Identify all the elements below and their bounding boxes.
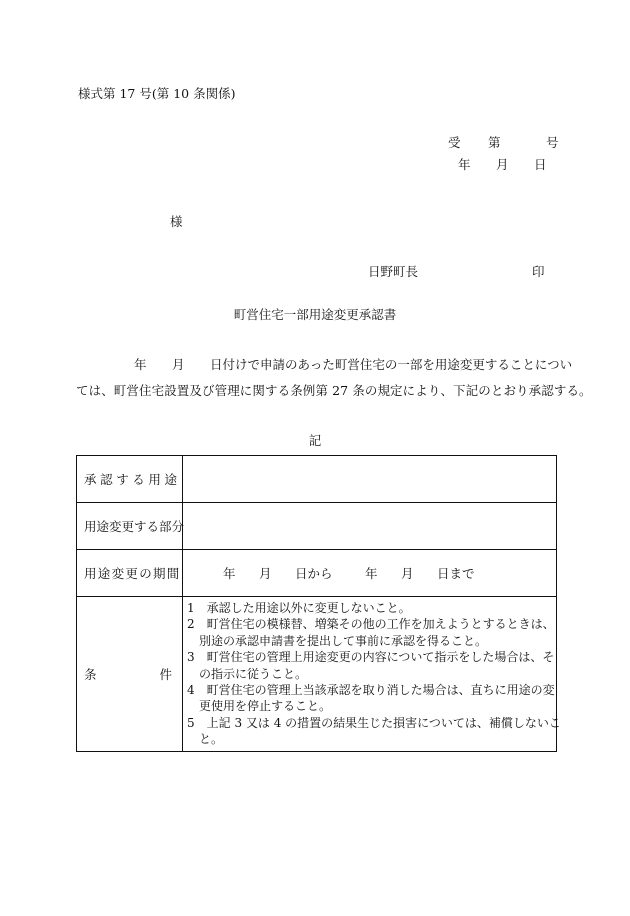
issuer-name: 日野町長: [368, 264, 419, 279]
change-period-value: [183, 550, 557, 597]
conditions-label-right: 件: [159, 666, 172, 682]
issue-date: [458, 155, 547, 173]
approval-details-table: [76, 455, 561, 752]
body-line-1: [76, 355, 572, 373]
approved-use-value: [183, 456, 557, 503]
condition-line: 4 町営住宅の管理上当該承認を取り消した場合は、直ちに用途の変: [187, 683, 555, 698]
date-month: 月: [496, 157, 509, 172]
body-line-2: ては、町営住宅設置及び管理に関する条例第 27 条の規定により、下記のとおり承認する。: [76, 383, 592, 398]
form-number: 様式第 17 号(第 10 条関係): [78, 86, 236, 101]
period-to-day: 日まで: [437, 566, 475, 581]
date-day: 日: [534, 157, 547, 172]
period-from-year: 年: [223, 566, 236, 581]
condition-line: と。: [187, 732, 224, 747]
body-line-1-text: 日付けで申請のあった町営住宅の一部を用途変更することについ: [210, 357, 573, 372]
table-row: [77, 597, 557, 752]
change-period-label: 用途変更の期間: [77, 550, 183, 597]
condition-line: 1 承認した用途以外に変更しないこと。: [187, 601, 411, 615]
body-month: 月: [172, 357, 185, 372]
conditions-label-left: 条: [84, 666, 97, 682]
period-to-month: 月: [401, 566, 414, 581]
condition-line: 2 町営住宅の模様替、増築その他の工作を加えようとするときは、: [187, 617, 555, 632]
body-year: 年: [134, 357, 147, 372]
period-to-year: 年: [365, 566, 378, 581]
conditions-label: [77, 597, 183, 752]
condition-line: 5 上記 3 又は 4 の措置の結果生じた損害については、補償しないこ: [187, 715, 561, 730]
table-row: [77, 503, 557, 550]
changed-part-label: 用途変更する部分: [77, 503, 183, 550]
addressee-suffix: 様: [170, 214, 183, 229]
ki-heading: 記: [308, 433, 322, 448]
receipt-go: 号: [546, 135, 559, 150]
condition-line: 更使用を停止すること。: [187, 699, 332, 714]
changed-part-value: [183, 503, 557, 550]
period-from-month: 月: [259, 566, 272, 581]
period-from-day: 日から: [295, 566, 333, 581]
receipt-number: [448, 133, 559, 151]
table-row: [77, 456, 557, 503]
condition-line: 3 町営住宅の管理上用途変更の内容について指示をした場合は、そ: [187, 650, 555, 665]
condition-line: の指示に従うこと。: [187, 666, 308, 681]
conditions-list: [183, 597, 561, 752]
condition-line: 別途の承認申請書を提出して事前に承認を得ること。: [187, 633, 488, 648]
table-row: [77, 550, 557, 597]
document-title: 町営住宅一部用途変更承認書: [233, 307, 397, 322]
approved-use-label: 承認する用途: [77, 456, 183, 503]
date-year: 年: [458, 157, 471, 172]
receipt-dai: 第: [488, 135, 501, 150]
receipt-uke: 受: [448, 135, 461, 150]
seal-mark: 印: [532, 264, 545, 279]
